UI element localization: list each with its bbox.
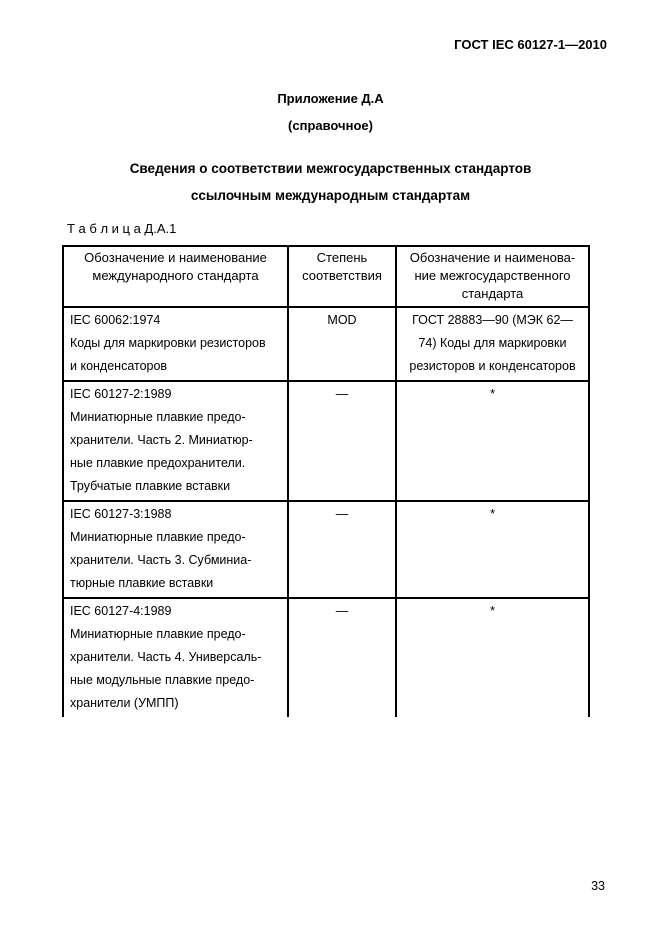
cell-line: хранители. Часть 3. Субминиа- — [70, 553, 252, 567]
cell-line: Коды для маркировки резисторов — [70, 336, 266, 350]
cell-interstate-standard — [396, 501, 589, 598]
cell-line: IEC 60062:1974 — [70, 313, 161, 327]
cell-line: стандарта — [461, 286, 524, 301]
doc-header: ГОСТ IEC 60127-1—2010 — [454, 37, 607, 52]
cell-line: 74) Коды для маркировки — [418, 336, 567, 350]
cell-interstate-standard — [396, 307, 589, 381]
cell-line: Миниатюрные плавкие предо- — [70, 410, 246, 424]
cell-intl-standard — [63, 307, 288, 381]
cell-line: ные модульные плавкие предо- — [70, 673, 255, 687]
cell-interstate-standard — [396, 598, 589, 717]
header-cell-0 — [63, 246, 288, 307]
cell-intl-standard — [63, 501, 288, 598]
cell-intl-standard — [63, 381, 288, 501]
table-row — [63, 307, 589, 381]
cell-line: * — [490, 387, 495, 401]
cell-degree: — — [288, 381, 396, 501]
cell-line: Миниатюрные плавкие предо- — [70, 627, 246, 641]
cell-line: IEC 60127-3:1988 — [70, 507, 172, 521]
cell-line: ные плавкие предохранители. — [70, 456, 246, 470]
cell-intl-standard — [63, 598, 288, 717]
cell-line: международного стандарта — [92, 268, 259, 283]
correspondence-table — [62, 245, 590, 717]
cell-line: хранители. Часть 4. Универсаль- — [70, 650, 262, 664]
cell-line: резисторов и конденсаторов — [409, 359, 576, 373]
cell-line: * — [490, 604, 495, 618]
page-number: 33 — [591, 879, 605, 893]
table-row — [63, 381, 589, 501]
cell-line: Обозначение и наименование — [84, 250, 267, 265]
cell-line: хранители (УМПП) — [70, 696, 179, 710]
table-label: Т а б л и ц а Д.А.1 — [67, 221, 177, 236]
cell-line: IEC 60127-2:1989 — [70, 387, 172, 401]
header-cell-1 — [288, 246, 396, 307]
cell-line: соответствия — [302, 268, 382, 283]
table-head — [63, 246, 589, 307]
cell-line: хранители. Часть 2. Миниатюр- — [70, 433, 253, 447]
cell-degree: — — [288, 501, 396, 598]
cell-degree: — — [288, 598, 396, 717]
appendix-title: Приложение Д.А — [277, 91, 384, 106]
cell-line: IEC 60127-4:1989 — [70, 604, 172, 618]
cell-interstate-standard — [396, 381, 589, 501]
table-row — [63, 598, 589, 717]
cell-line: * — [490, 507, 495, 521]
header-row — [63, 246, 589, 307]
cell-line: ние межгосударственного — [414, 268, 571, 283]
appendix-subtitle: (справочное) — [288, 118, 373, 133]
header-cell-2 — [396, 246, 589, 307]
doc-title-line2: ссылочным международным стандартам — [190, 188, 471, 203]
table-body — [63, 307, 589, 717]
doc-title-line1: Сведения о соответствии межгосударственных стандартов — [129, 161, 532, 176]
cell-line: тюрные плавкие вставки — [70, 576, 214, 590]
cell-line: ГОСТ 28883—90 (МЭК 62— — [412, 313, 573, 327]
cell-line: Миниатюрные плавкие предо- — [70, 530, 246, 544]
cell-degree: MOD — [288, 307, 396, 381]
cell-line: Степень — [316, 250, 368, 265]
cell-line: Обозначение и наименова- — [409, 250, 576, 265]
cell-line: Трубчатые плавкие вставки — [70, 479, 231, 493]
table-row — [63, 501, 589, 598]
cell-line: и конденсаторов — [70, 359, 168, 373]
